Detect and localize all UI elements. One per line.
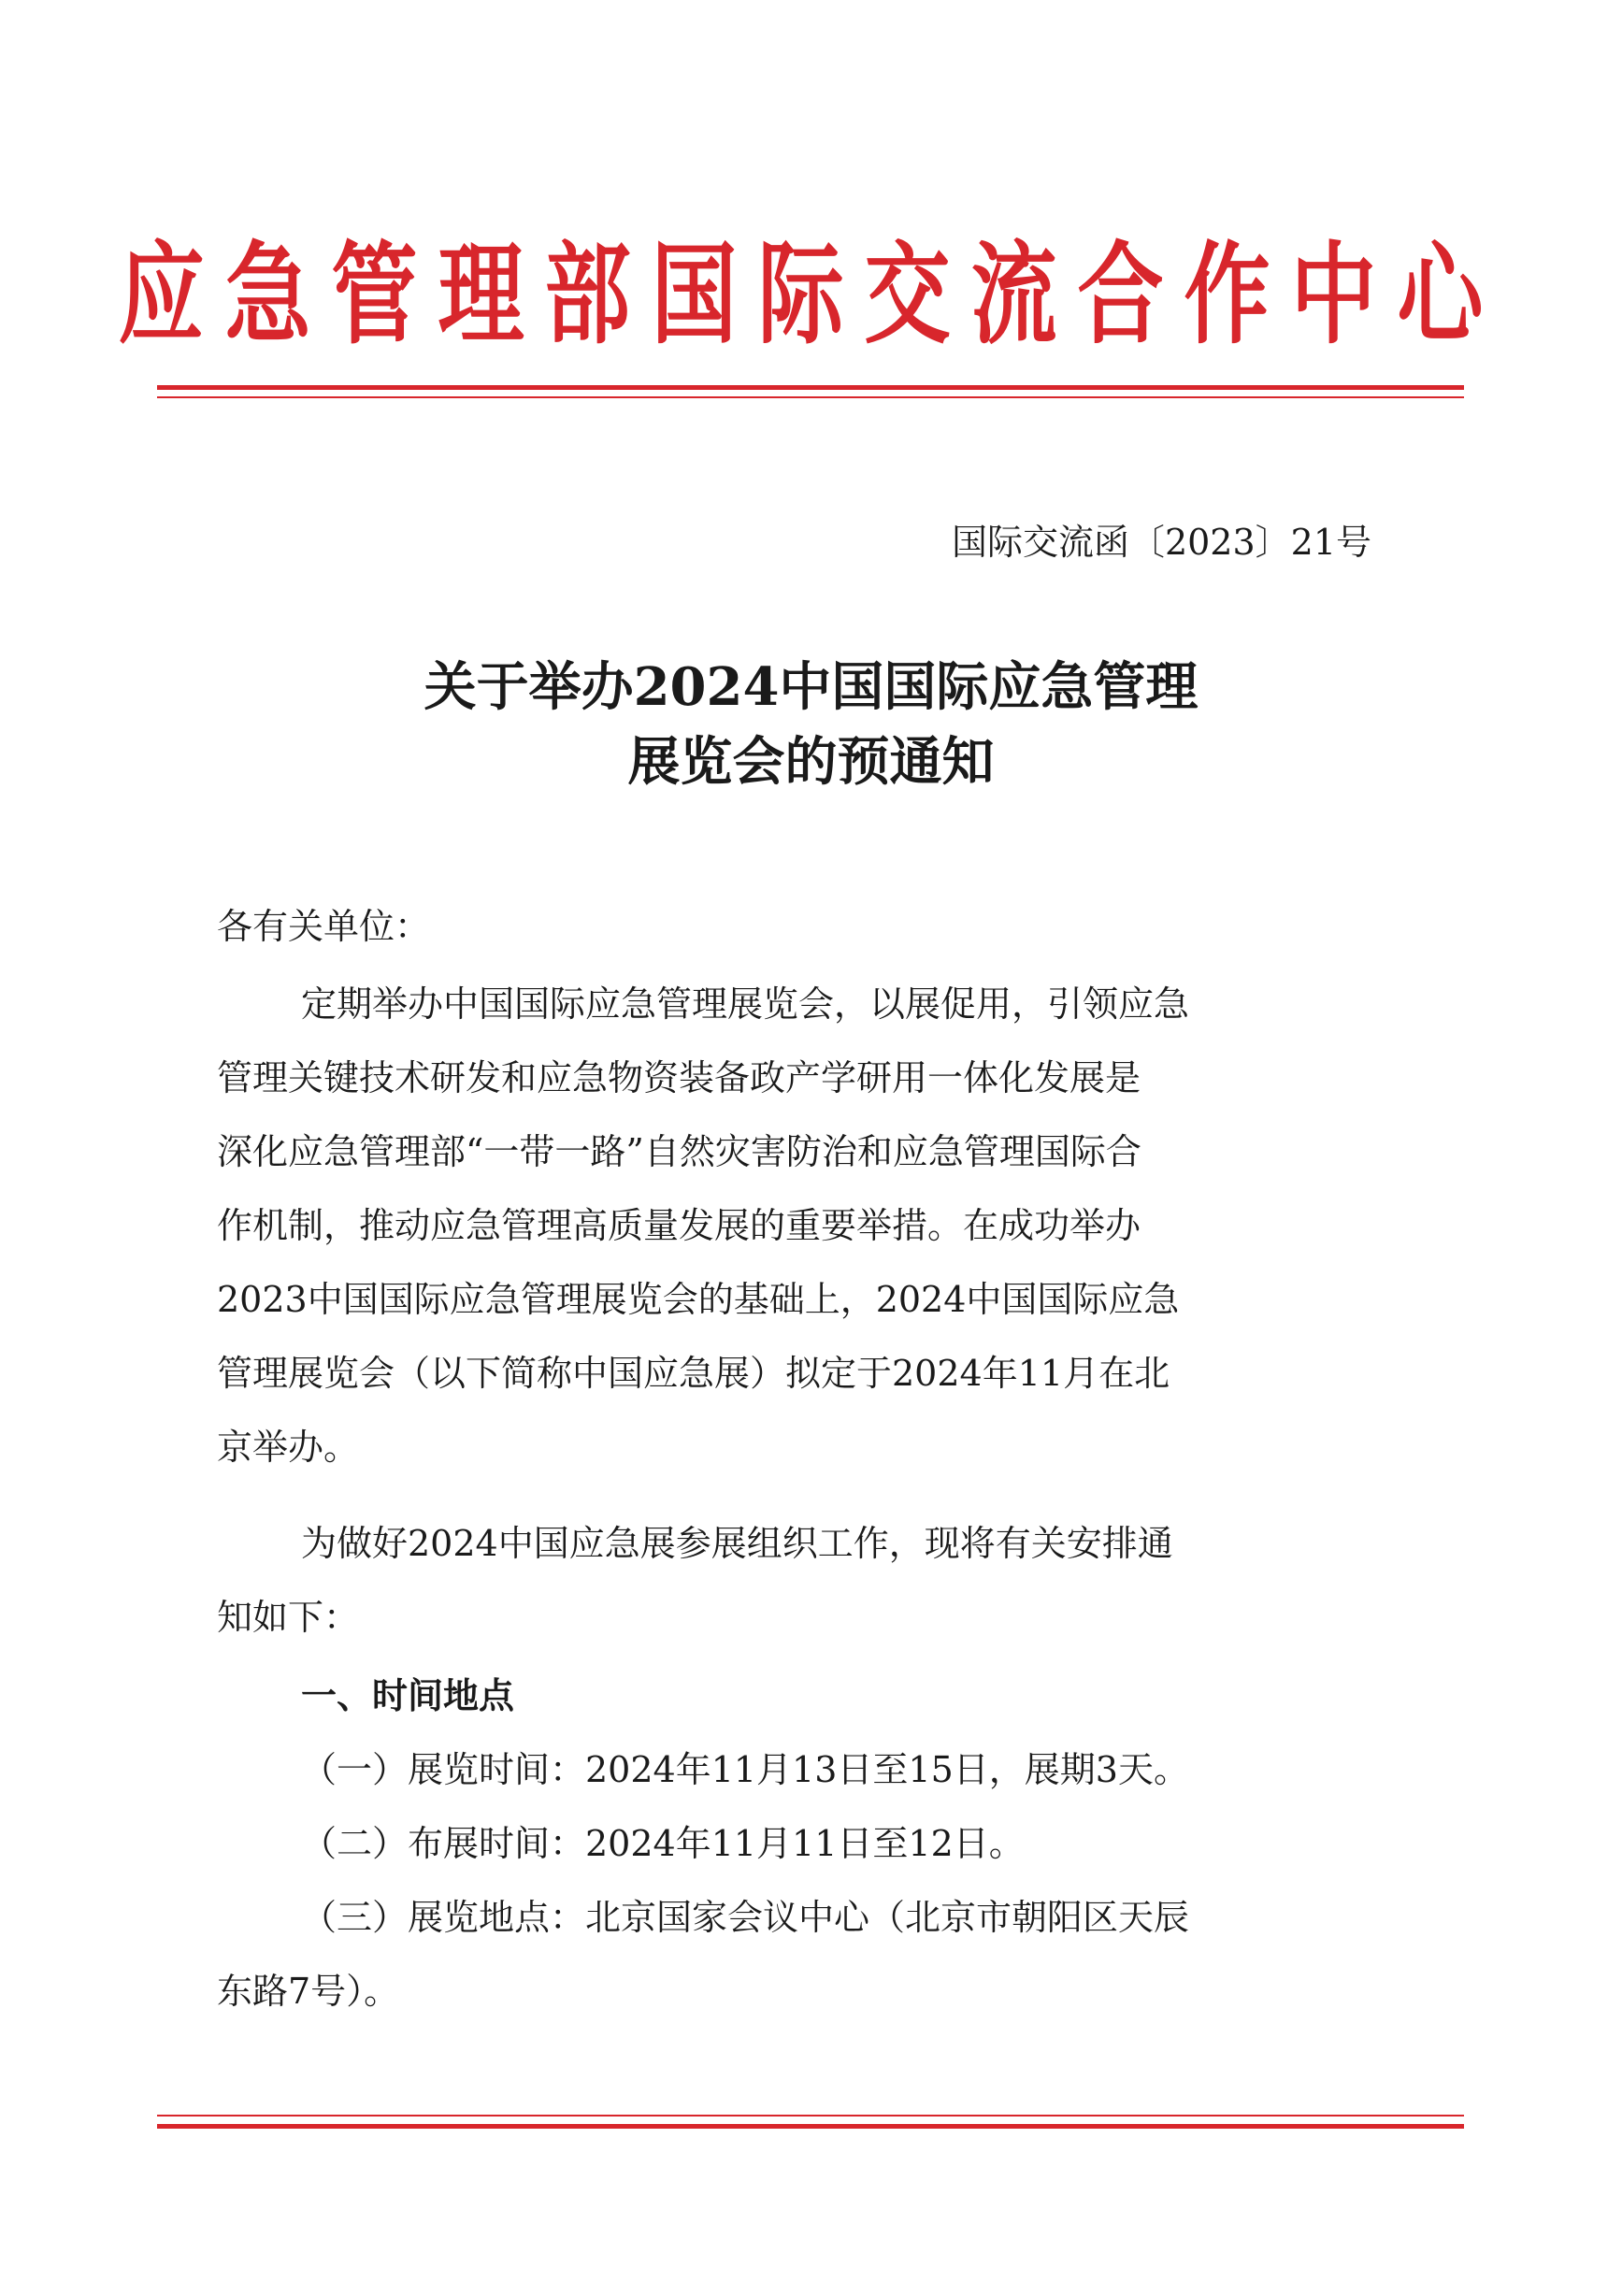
letterhead-org-name: 应急管理部国际交流合作中心: [118, 230, 1504, 359]
letterhead-rule-thick: [157, 385, 1464, 390]
paragraph-2: [217, 1507, 1369, 1655]
paragraph-1-line: 管理关键技术研发和应急物资装备政产学研用一体化发展是: [217, 1057, 1141, 1098]
section-1-item: （二）布展时间：2024年11月11日至12日。: [301, 1823, 1025, 1864]
paragraph-2-line: 知如下：: [217, 1597, 360, 1638]
section-1-heading: 一、时间地点: [301, 1675, 515, 1716]
section-1-item-continuation: 东路7号）。: [217, 1971, 400, 2012]
document-title-line-1: 关于举办2024中国国际应急管理: [423, 656, 1199, 718]
paragraph-1-line: 管理展览会（以下简称中国应急展）拟定于2024年11月在北: [217, 1353, 1170, 1394]
paragraph-1-line: 2023中国国际应急管理展览会的基础上，2024中国国际应急: [217, 1279, 1180, 1320]
document-title-line-2: 展览会的预通知: [627, 731, 995, 793]
section-1-item: （三）展览地点：北京国家会议中心（北京市朝阳区天辰: [301, 1897, 1190, 1938]
paragraph-1-line: 定期举办中国国际应急管理展览会，以展促用，引领应急: [301, 983, 1190, 1025]
paragraph-1-line: 作机制，推动应急管理高质量发展的重要举措。在成功举办: [217, 1205, 1141, 1246]
footer-rule-thin: [157, 2115, 1464, 2117]
paragraph-1-line: 京举办。: [217, 1427, 360, 1468]
paragraph-1: [217, 968, 1369, 1485]
document-number: 国际交流函〔2023〕21号: [951, 522, 1371, 563]
section-1: [217, 1659, 1369, 2029]
footer-rule-thick: [157, 2124, 1464, 2129]
salutation: 各有关单位：: [217, 906, 431, 947]
section-1-item: （一）展览时间：2024年11月13日至15日，展期3天。: [301, 1749, 1189, 1790]
paragraph-1-line: 深化应急管理部“一带一路”自然灾害防治和应急管理国际合: [217, 1131, 1141, 1172]
paragraph-2-line: 为做好2024中国应急展参展组织工作，现将有关安排通: [301, 1523, 1173, 1564]
letterhead-rule-thin: [157, 396, 1464, 398]
